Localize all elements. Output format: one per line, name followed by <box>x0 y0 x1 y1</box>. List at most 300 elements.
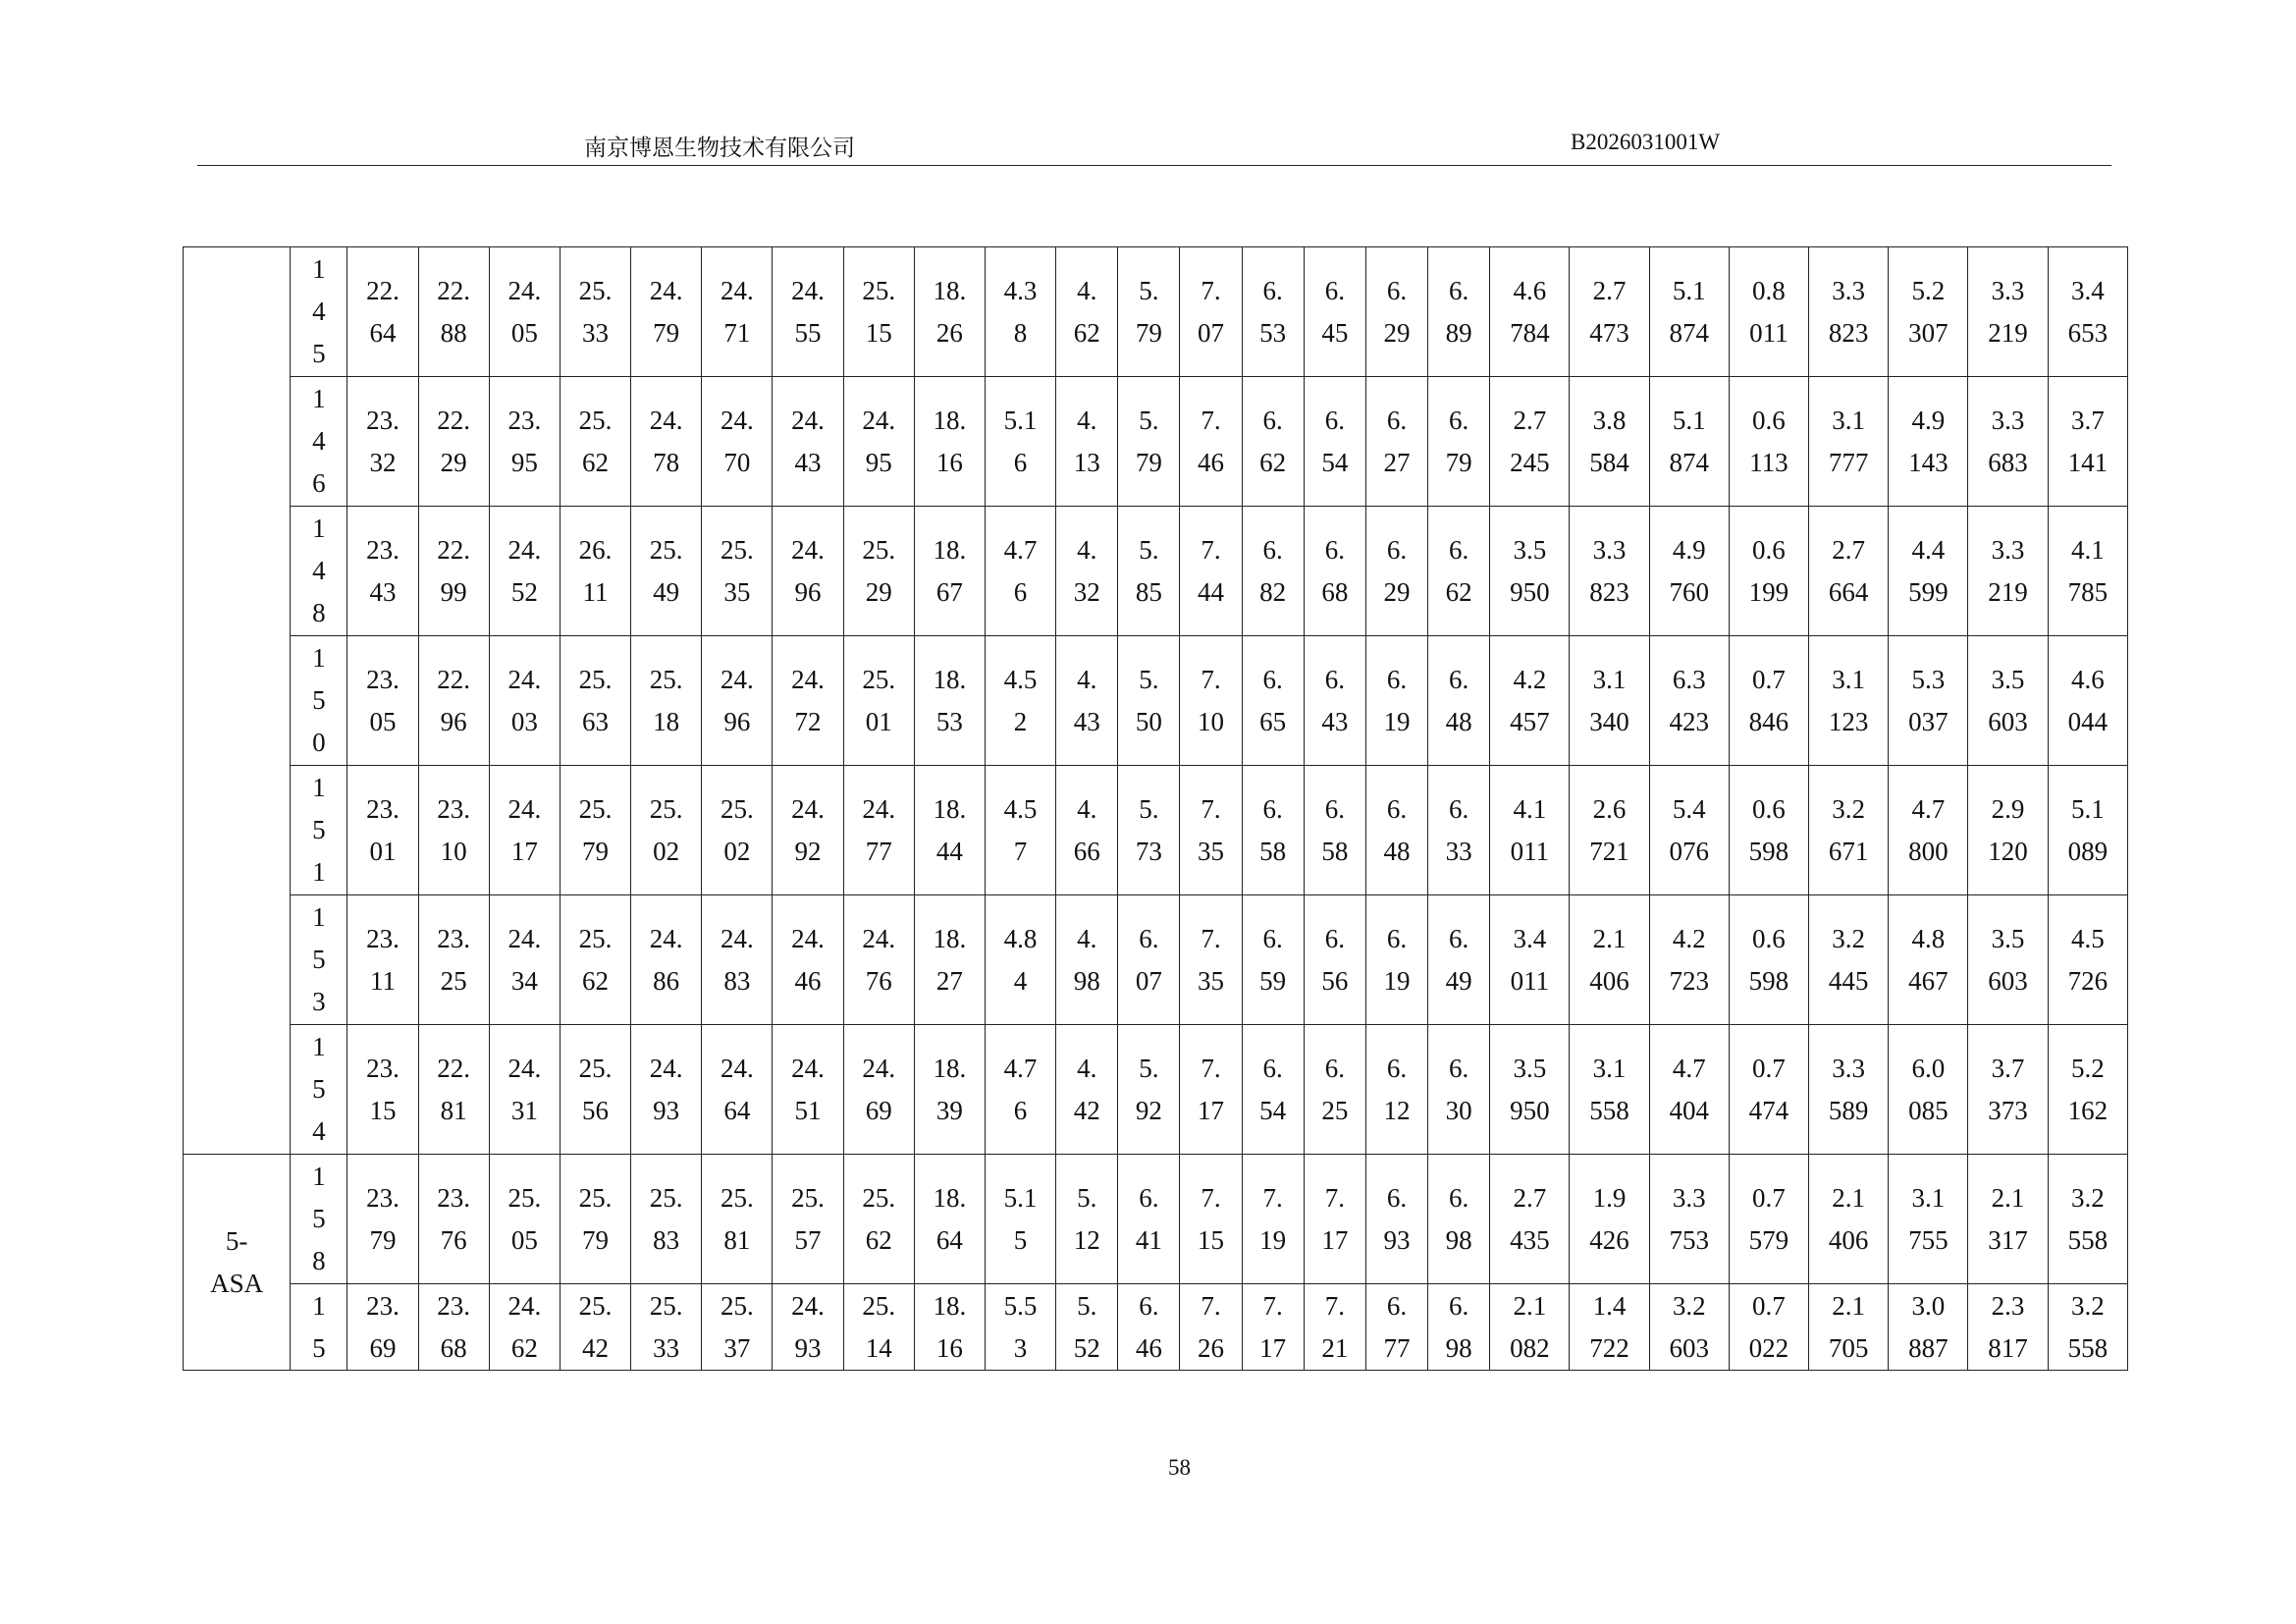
value-cell <box>1242 507 1304 636</box>
value-cell <box>1304 636 1365 766</box>
sample-id-cell <box>291 1284 347 1371</box>
value-cell <box>1490 1025 1570 1155</box>
value-cell <box>489 895 560 1025</box>
value-line: 3.2 <box>2070 1182 2105 1213</box>
value-cell <box>489 1284 560 1371</box>
value-line: 42 <box>1073 1095 1100 1125</box>
value-line: 93 <box>794 1332 822 1363</box>
value-line: 664 <box>1828 576 1869 607</box>
value-line: 12 <box>1073 1224 1100 1255</box>
value-line: 79 <box>1135 447 1162 477</box>
value-cell <box>2048 1155 2127 1284</box>
value-cell <box>1809 507 1889 636</box>
value-cell <box>418 1155 489 1284</box>
value-line: 4.3 <box>1003 275 1038 305</box>
value-cell <box>1304 766 1365 895</box>
value-cell <box>1729 377 1808 507</box>
sample-id-line: 1 <box>312 254 326 284</box>
table-row <box>184 895 2128 1025</box>
value-cell <box>702 895 773 1025</box>
value-cell <box>1889 636 1968 766</box>
value-line: 800 <box>1908 836 1949 866</box>
value-cell <box>631 1025 702 1155</box>
value-cell <box>1490 1155 1570 1284</box>
value-line: 25. <box>862 664 896 694</box>
value-line: 25. <box>578 405 613 435</box>
value-line: 2.7 <box>1513 1182 1547 1213</box>
value-line: 53 <box>935 706 963 736</box>
value-line: 6. <box>1386 534 1408 565</box>
value-line: 3.3 <box>1832 1053 1865 1083</box>
value-line: 340 <box>1589 706 1629 736</box>
value-line: 52 <box>510 576 538 607</box>
value-line: 7. <box>1324 1290 1345 1321</box>
value-cell <box>1968 507 2048 636</box>
value-cell <box>1180 895 1242 1025</box>
value-cell <box>1809 636 1889 766</box>
value-line: 19 <box>1383 706 1411 736</box>
sample-id-line: 1 <box>312 643 326 673</box>
value-line: 01 <box>369 836 397 866</box>
value-cell <box>1889 766 1968 895</box>
value-cell <box>985 507 1055 636</box>
value-cell <box>1729 1025 1808 1155</box>
value-line: 24. <box>862 405 896 435</box>
value-line: 25. <box>720 1290 754 1321</box>
value-line: 62 <box>510 1332 538 1363</box>
value-line: 25. <box>862 1182 896 1213</box>
value-line: 59 <box>1259 965 1287 996</box>
value-line: 23. <box>437 923 471 953</box>
value-cell <box>914 766 985 895</box>
value-cell <box>1889 895 1968 1025</box>
value-line: 4.7 <box>1672 1053 1706 1083</box>
value-line: 79 <box>582 1224 609 1255</box>
value-cell <box>1056 1284 1118 1371</box>
value-line: 39 <box>935 1095 963 1125</box>
value-line: 4.1 <box>2070 534 2105 565</box>
value-cell <box>843 766 914 895</box>
value-line: 7. <box>1201 923 1221 953</box>
value-cell <box>1490 895 1570 1025</box>
value-cell <box>1809 766 1889 895</box>
value-line: 26 <box>935 317 963 348</box>
value-cell <box>1118 1155 1180 1284</box>
value-cell <box>843 507 914 636</box>
value-line: 81 <box>723 1224 751 1255</box>
value-line: 4.9 <box>1672 534 1706 565</box>
value-line: 10 <box>1198 706 1225 736</box>
value-cell <box>843 377 914 507</box>
value-line: 25 <box>440 965 467 996</box>
sample-id-line: 4 <box>312 426 326 456</box>
value-line: 62 <box>1073 317 1100 348</box>
value-line: 24. <box>649 1053 683 1083</box>
value-cell <box>773 507 843 636</box>
value-line: 54 <box>1321 447 1349 477</box>
value-line: 18. <box>933 923 967 953</box>
value-line: 17 <box>510 836 538 866</box>
value-line: 41 <box>1135 1224 1162 1255</box>
value-cell <box>2048 507 2127 636</box>
value-line: 4.6 <box>1513 275 1547 305</box>
value-line: 02 <box>653 836 680 866</box>
value-line: 6 <box>1013 576 1028 607</box>
value-line: 24. <box>507 534 542 565</box>
value-line: 6. <box>1386 1290 1408 1321</box>
value-line: 846 <box>1748 706 1789 736</box>
value-line: 63 <box>582 706 609 736</box>
value-line: 79 <box>582 836 609 866</box>
sample-id-line: 1 <box>312 1162 326 1191</box>
value-cell <box>1365 377 1427 507</box>
value-line: 93 <box>1383 1224 1411 1255</box>
value-line: 62 <box>1445 576 1472 607</box>
value-line: 32 <box>1073 576 1100 607</box>
value-line: 113 <box>1749 447 1789 477</box>
value-line: 35 <box>1198 965 1225 996</box>
value-line: 307 <box>1908 317 1949 348</box>
sample-id-cell <box>291 507 347 636</box>
value-line: 653 <box>2067 317 2109 348</box>
value-line: 64 <box>369 317 397 348</box>
value-line: 35 <box>723 576 751 607</box>
value-line: 5.4 <box>1672 793 1706 824</box>
value-cell <box>1889 247 1968 377</box>
value-cell <box>1809 1284 1889 1371</box>
value-cell <box>773 1155 843 1284</box>
value-line: 5.1 <box>1003 405 1038 435</box>
value-line: 01 <box>865 706 892 736</box>
value-line: 46 <box>1135 1332 1162 1363</box>
value-line: 11 <box>582 576 609 607</box>
value-line: 77 <box>865 836 892 866</box>
value-line: 722 <box>1589 1332 1629 1363</box>
value-line: 89 <box>1445 317 1472 348</box>
value-cell <box>702 766 773 895</box>
value-cell <box>631 247 702 377</box>
value-cell <box>1570 766 1649 895</box>
value-cell <box>914 636 985 766</box>
value-cell <box>843 1284 914 1371</box>
value-cell <box>1242 636 1304 766</box>
value-line: 3.3 <box>1592 534 1627 565</box>
value-line: 753 <box>1669 1224 1709 1255</box>
value-line: 25. <box>578 664 613 694</box>
value-line: 6. <box>1262 923 1283 953</box>
table-row <box>184 636 2128 766</box>
value-line: 2.9 <box>1991 793 2025 824</box>
value-line: 15 <box>369 1095 397 1125</box>
value-line: 67 <box>935 576 963 607</box>
value-cell <box>1056 507 1118 636</box>
value-line: 68 <box>1321 576 1349 607</box>
value-line: 76 <box>440 1224 467 1255</box>
sample-id-line: 1 <box>312 514 326 543</box>
header-divider <box>197 165 2111 166</box>
value-line: 33 <box>1445 836 1472 866</box>
value-line: 24. <box>791 534 825 565</box>
value-line: 49 <box>1445 965 1472 996</box>
value-line: 3 <box>1013 1332 1028 1363</box>
value-line: 77 <box>1383 1332 1411 1363</box>
value-cell <box>631 507 702 636</box>
value-cell <box>1180 1284 1242 1371</box>
sample-id-line: 1 <box>312 384 326 413</box>
value-line: 14 <box>865 1332 892 1363</box>
value-line: 13 <box>1073 447 1100 477</box>
value-cell <box>560 507 630 636</box>
value-line: 18. <box>933 1182 967 1213</box>
value-line: 5 <box>1013 1224 1028 1255</box>
sample-id-line: 5 <box>312 685 326 715</box>
value-cell <box>418 247 489 377</box>
value-line: 24. <box>720 405 754 435</box>
group-label-line: 5- <box>225 1225 248 1256</box>
value-cell <box>418 766 489 895</box>
value-cell <box>631 1284 702 1371</box>
value-cell <box>1968 1284 2048 1371</box>
value-cell <box>560 636 630 766</box>
value-line: 62 <box>1259 447 1287 477</box>
value-line: 2.1 <box>1991 1182 2025 1213</box>
value-cell <box>418 377 489 507</box>
value-line: 7 <box>1013 836 1028 866</box>
value-line: 15 <box>1198 1224 1225 1255</box>
value-cell <box>914 247 985 377</box>
value-cell <box>1570 377 1649 507</box>
value-line: 784 <box>1510 317 1550 348</box>
value-cell <box>702 636 773 766</box>
value-line: 24. <box>862 793 896 824</box>
value-line: 29 <box>1383 576 1411 607</box>
sample-id-line: 4 <box>312 556 326 585</box>
value-cell <box>2048 377 2127 507</box>
value-line: 7. <box>1201 1182 1221 1213</box>
value-cell <box>985 247 1055 377</box>
value-line: 755 <box>1908 1224 1949 1255</box>
value-cell <box>1649 895 1729 1025</box>
value-line: 25. <box>649 664 683 694</box>
value-cell <box>1649 247 1729 377</box>
value-line: 24. <box>507 923 542 953</box>
sample-id-line: 4 <box>312 297 326 326</box>
value-cell <box>560 895 630 1025</box>
value-cell <box>1056 636 1118 766</box>
value-line: 4. <box>1077 1053 1097 1083</box>
value-cell <box>489 766 560 895</box>
value-line: 6. <box>1262 1053 1283 1083</box>
value-line: 05 <box>369 706 397 736</box>
value-line: 3.2 <box>2070 1290 2105 1321</box>
value-cell <box>347 247 418 377</box>
value-cell <box>1118 636 1180 766</box>
value-line: 6. <box>1449 1182 1469 1213</box>
sample-id-line: 5 <box>312 1332 326 1363</box>
value-line: 69 <box>369 1332 397 1363</box>
value-line: 24. <box>649 405 683 435</box>
value-line: 3.2 <box>1832 923 1865 953</box>
value-cell <box>1649 1155 1729 1284</box>
value-line: 83 <box>653 1224 680 1255</box>
value-line: 17 <box>1198 1095 1225 1125</box>
value-cell <box>631 636 702 766</box>
value-line: 05 <box>510 317 538 348</box>
value-line: 6. <box>1324 405 1345 435</box>
value-cell <box>985 636 1055 766</box>
value-line: 48 <box>1445 706 1472 736</box>
value-line: 4.7 <box>1003 534 1038 565</box>
value-cell <box>1968 377 2048 507</box>
value-cell <box>1729 247 1808 377</box>
value-cell <box>347 507 418 636</box>
value-cell <box>1304 247 1365 377</box>
value-cell <box>1365 1025 1427 1155</box>
value-line: 24. <box>507 1290 542 1321</box>
value-cell <box>631 766 702 895</box>
value-cell <box>1056 1025 1118 1155</box>
value-line: 6. <box>1449 405 1469 435</box>
value-line: 81 <box>440 1095 467 1125</box>
value-cell <box>1570 1025 1649 1155</box>
value-line: 4.1 <box>1513 793 1547 824</box>
value-line: 5.1 <box>2070 793 2105 824</box>
sample-id-line: 0 <box>312 728 326 757</box>
value-line: 95 <box>865 447 892 477</box>
value-cell <box>1304 1025 1365 1155</box>
value-line: 46 <box>794 965 822 996</box>
value-line: 6. <box>1324 534 1345 565</box>
value-line: 23. <box>437 793 471 824</box>
value-line: 79 <box>1135 317 1162 348</box>
value-line: 24. <box>720 923 754 953</box>
value-cell <box>2048 1025 2127 1155</box>
group-label-cell <box>184 247 291 1155</box>
value-line: 457 <box>1510 706 1550 736</box>
value-line: 141 <box>2067 447 2109 477</box>
value-line: 2.7 <box>1832 534 1865 565</box>
value-line: 037 <box>1908 706 1949 736</box>
value-cell <box>1118 1025 1180 1155</box>
value-line: 373 <box>1988 1095 2028 1125</box>
value-cell <box>2048 636 2127 766</box>
value-cell <box>1968 895 2048 1025</box>
value-line: 33 <box>582 317 609 348</box>
value-line: 5.1 <box>1003 1182 1038 1213</box>
value-line: 24. <box>791 793 825 824</box>
value-line: 56 <box>1321 965 1349 996</box>
value-line: 25. <box>649 793 683 824</box>
value-line: 558 <box>1589 1095 1629 1125</box>
value-line: 18. <box>933 534 967 565</box>
value-cell <box>631 895 702 1025</box>
value-cell <box>843 247 914 377</box>
value-line: 817 <box>1988 1332 2028 1363</box>
value-cell <box>1968 247 2048 377</box>
value-cell <box>1649 377 1729 507</box>
value-cell <box>914 507 985 636</box>
value-cell <box>1304 507 1365 636</box>
value-line: 24. <box>862 1053 896 1083</box>
sample-id-cell <box>291 766 347 895</box>
value-line: 11 <box>369 965 396 996</box>
value-line: 6. <box>1139 1182 1159 1213</box>
value-cell <box>1649 1284 1729 1371</box>
value-line: 44 <box>1198 576 1225 607</box>
value-line: 23. <box>366 1182 400 1213</box>
value-cell <box>1180 766 1242 895</box>
value-line: 54 <box>1259 1095 1287 1125</box>
value-line: 24. <box>791 923 825 953</box>
value-line: 2.1 <box>1513 1290 1547 1321</box>
value-line: 6. <box>1449 275 1469 305</box>
value-line: 8 <box>1013 317 1028 348</box>
sample-id-line: 1 <box>312 857 326 887</box>
value-line: 25. <box>791 1182 825 1213</box>
value-cell <box>914 377 985 507</box>
value-cell <box>2048 1284 2127 1371</box>
value-line: 68 <box>440 1332 467 1363</box>
sample-id-line: 5 <box>312 945 326 974</box>
value-line: 82 <box>1259 576 1287 607</box>
value-line: 044 <box>2067 706 2109 736</box>
table-row <box>184 1025 2128 1155</box>
value-line: 3.1 <box>1832 405 1865 435</box>
value-cell <box>1056 377 1118 507</box>
value-line: 50 <box>1135 706 1162 736</box>
value-line: 44 <box>935 836 963 866</box>
value-line: 2.6 <box>1592 793 1627 824</box>
value-line: 6. <box>1262 405 1283 435</box>
value-line: 6. <box>1449 793 1469 824</box>
value-line: 76 <box>865 965 892 996</box>
value-line: 785 <box>2067 576 2109 607</box>
value-line: 3.5 <box>1991 664 2025 694</box>
value-line: 6. <box>1386 923 1408 953</box>
value-line: 24. <box>791 1053 825 1083</box>
value-cell <box>1242 766 1304 895</box>
value-line: 3.4 <box>2070 275 2105 305</box>
value-cell <box>347 1025 418 1155</box>
value-line: 58 <box>1321 836 1349 866</box>
value-line: 3.1 <box>1832 664 1865 694</box>
value-line: 93 <box>653 1095 680 1125</box>
value-cell <box>560 1155 630 1284</box>
sample-id-line: 5 <box>312 1074 326 1104</box>
value-line: 25. <box>649 1290 683 1321</box>
value-line: 598 <box>1748 965 1789 996</box>
value-line: 25. <box>578 1182 613 1213</box>
value-line: 62 <box>582 965 609 996</box>
value-line: 0.6 <box>1752 534 1786 565</box>
value-line: 27 <box>935 965 963 996</box>
value-cell <box>985 1025 1055 1155</box>
value-line: 30 <box>1445 1095 1472 1125</box>
value-line: 64 <box>935 1224 963 1255</box>
value-cell <box>1365 1155 1427 1284</box>
value-line: 473 <box>1589 317 1629 348</box>
value-cell <box>1180 636 1242 766</box>
value-line: 6. <box>1324 923 1345 953</box>
value-line: 24. <box>507 275 542 305</box>
value-line: 92 <box>1135 1095 1162 1125</box>
value-line: 92 <box>794 836 822 866</box>
value-cell <box>1180 1155 1242 1284</box>
value-line: 98 <box>1073 965 1100 996</box>
value-cell <box>1809 247 1889 377</box>
value-cell <box>985 1155 1055 1284</box>
sample-id-cell <box>291 377 347 507</box>
